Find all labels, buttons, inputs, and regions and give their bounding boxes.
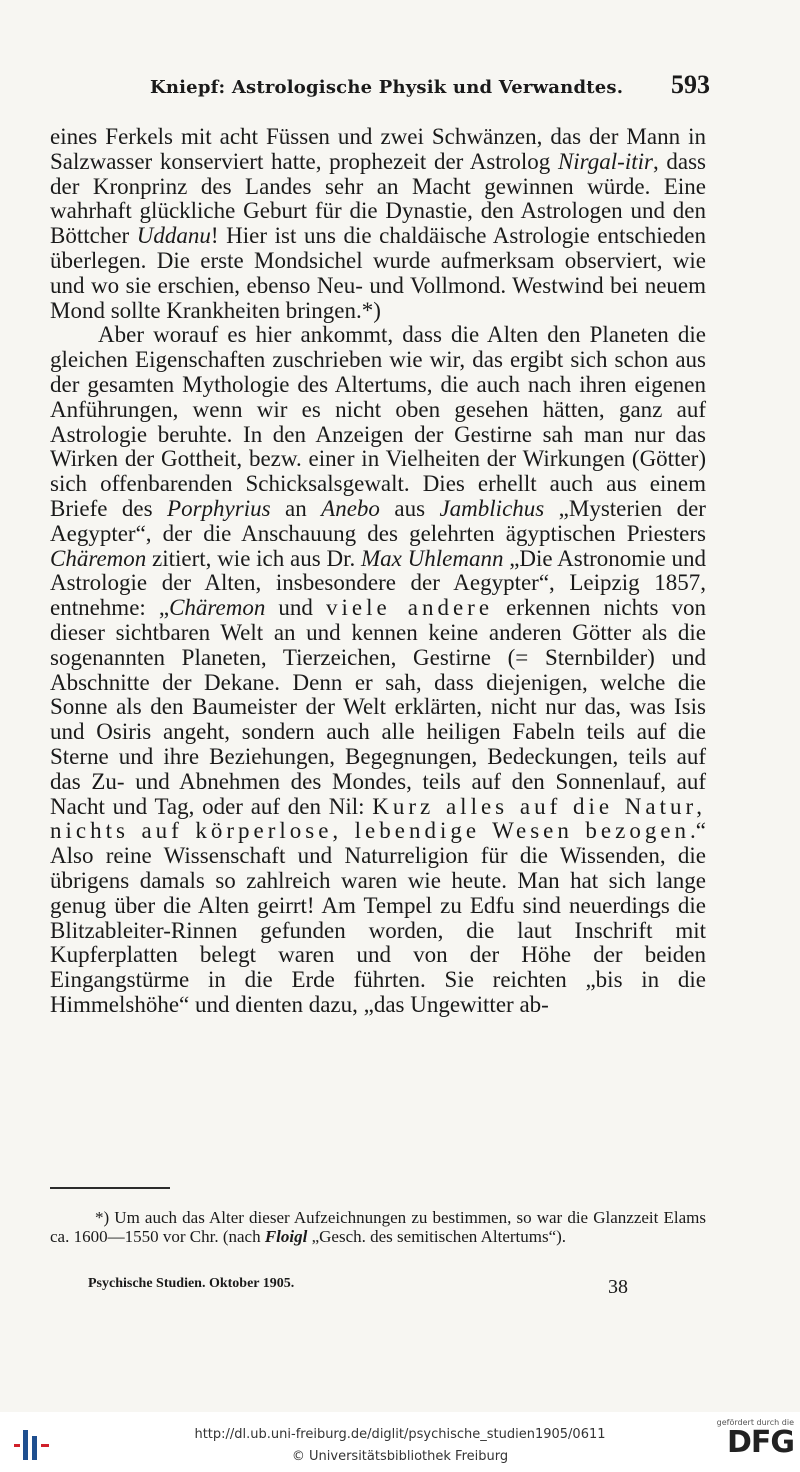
person-name: Max Uhlemann	[360, 545, 504, 571]
person-name: Jamblichus	[439, 495, 545, 521]
spaced-emphasis: Kurz alles auf die Natur, nichts auf körperlose, lebendige Wesen bezogen	[50, 793, 706, 844]
copyright-notice: © Universitätsbibliothek Freiburg	[291, 1449, 509, 1464]
footnote: *) Um auch das Alter dieser Aufzeichnungen zu bestimmen, so war die Glanzzeit Elams ca. 1600—1550 vor Chr. (nach Floigl „Gesch. des semitischen Altertums“).	[50, 1208, 706, 1246]
person-name: Uddanu	[136, 223, 211, 249]
sheet-number: 38	[608, 1276, 628, 1298]
body-text	[50, 125, 706, 1018]
footnote-divider	[50, 1187, 170, 1189]
page-number: 593	[671, 70, 710, 99]
dfg-tagline: gefördert durch die	[716, 1418, 794, 1427]
permalink-url[interactable]: http://dl.ub.uni-freiburg.de/diglit/psychische_studien1905/0611	[194, 1427, 606, 1442]
person-name: Chäremon	[50, 545, 147, 571]
journal-signature: Psychische Studien. Oktober 1905.	[88, 1276, 295, 1291]
spaced-emphasis: viele andere	[326, 595, 494, 621]
person-name: Nirgal-itir	[557, 148, 653, 174]
person-name: Anebo	[321, 495, 380, 521]
paragraph: Aber worauf es hier ankommt, dass die Alten den Planeten die gleichen Eigenschaften zuschrieben wie wir, das ergibt sich schon aus der gesamten Mythologie des Altertums, die auch nach ihren eigenen Anführungen, wenn wir es nicht oben gesehen hätten, ganz auf Astrologie beruhte. In den Anzeigen der Gestirne sah man nur das Wirken der Gottheit, bezw. einer in Vielheiten der Wirkungen (Götter) sich offenbarenden Schicksalsgewalt. Dies erhellt auch aus einem Briefe des Porphyrius an Anebo aus Jamblichus „Mysterien der Aegypter“, der die Anschauung des gelehrten ägyptischen Priesters Chäremon zitiert, wie ich aus Dr. Max Uhlemann „Die Astronomie und Astrologie der Alten, insbesondere der Aegypter“, Leipzig 1857, entnehme: „Chäremon und viele andere erkennen nichts von dieser sichtbaren Welt an und kennen keine anderen Götter als die sogenannten Planeten, Tierzeichen, Gestirne (= Sternbilder) und Abschnitte der Dekane. Denn er sah, dass diejenigen, welche die Sonne als den Baumeister der Welt erklärten, nicht nur das, was Isis und Osiris angeht, sondern auch alle heiligen Fabeln teils auf die Sterne und ihre Beziehungen, Begegnungen, Bedeckungen, teils auf das Zu- und Abnehmen des Mondes, teils auf den Sonnenlauf, auf Nacht und Tag, oder auf den Nil: Kurz alles auf die Natur, nichts auf körperlose, lebendige Wesen bezogen.“ Also reine Wissenschaft und Naturreligion für die Wissenden, die übrigens damals so zahlreich waren wie heute. Man hat sich lange genug über die Alten geirrt! Am Tempel zu Edfu sind neuerdings die Blitzableiter-Rinnen gefunden worden, die laut Inschrift mit Kupferplatten belegt waren und von der Höhe der beiden Eingangstürme in die Erde führten. Sie reichten „bis in die Himmelshöhe“ und dienten dazu, „das Ungewitter ab-	[50, 322, 707, 1017]
signature-line	[88, 1276, 628, 1299]
dfg-logo-text: DFG	[726, 1425, 794, 1460]
running-title: Kniepf: Astrologische Physik und Verwandtes.	[150, 77, 624, 98]
person-name: Floigl	[264, 1227, 308, 1246]
page-header	[150, 70, 710, 104]
paragraph: eines Ferkels mit acht Füssen und zwei Schwänzen, das der Mann in Salzwasser konserviert hatte, prophezeit der Astrolog Nirgal-itir, dass der Kronprinz des Landes sehr an Macht gewinnen würde. Eine wahrhaft glückliche Geburt für die Dynastie, den Astrologen und den Böttcher Uddanu! Hier ist uns die chaldäische Astrologie entschieden überlegen. Die erste Mondsichel wurde aufmerksam observiert, wie und wo sie erschien, ebenso Neu- und Vollmond. Westwind bei neuem Mond sollte Krankheiten bringen.*)	[50, 124, 706, 323]
dfg-funding-logo	[706, 1418, 794, 1466]
person-name: Porphyrius	[167, 495, 271, 521]
person-name: Chäremon	[169, 595, 266, 621]
